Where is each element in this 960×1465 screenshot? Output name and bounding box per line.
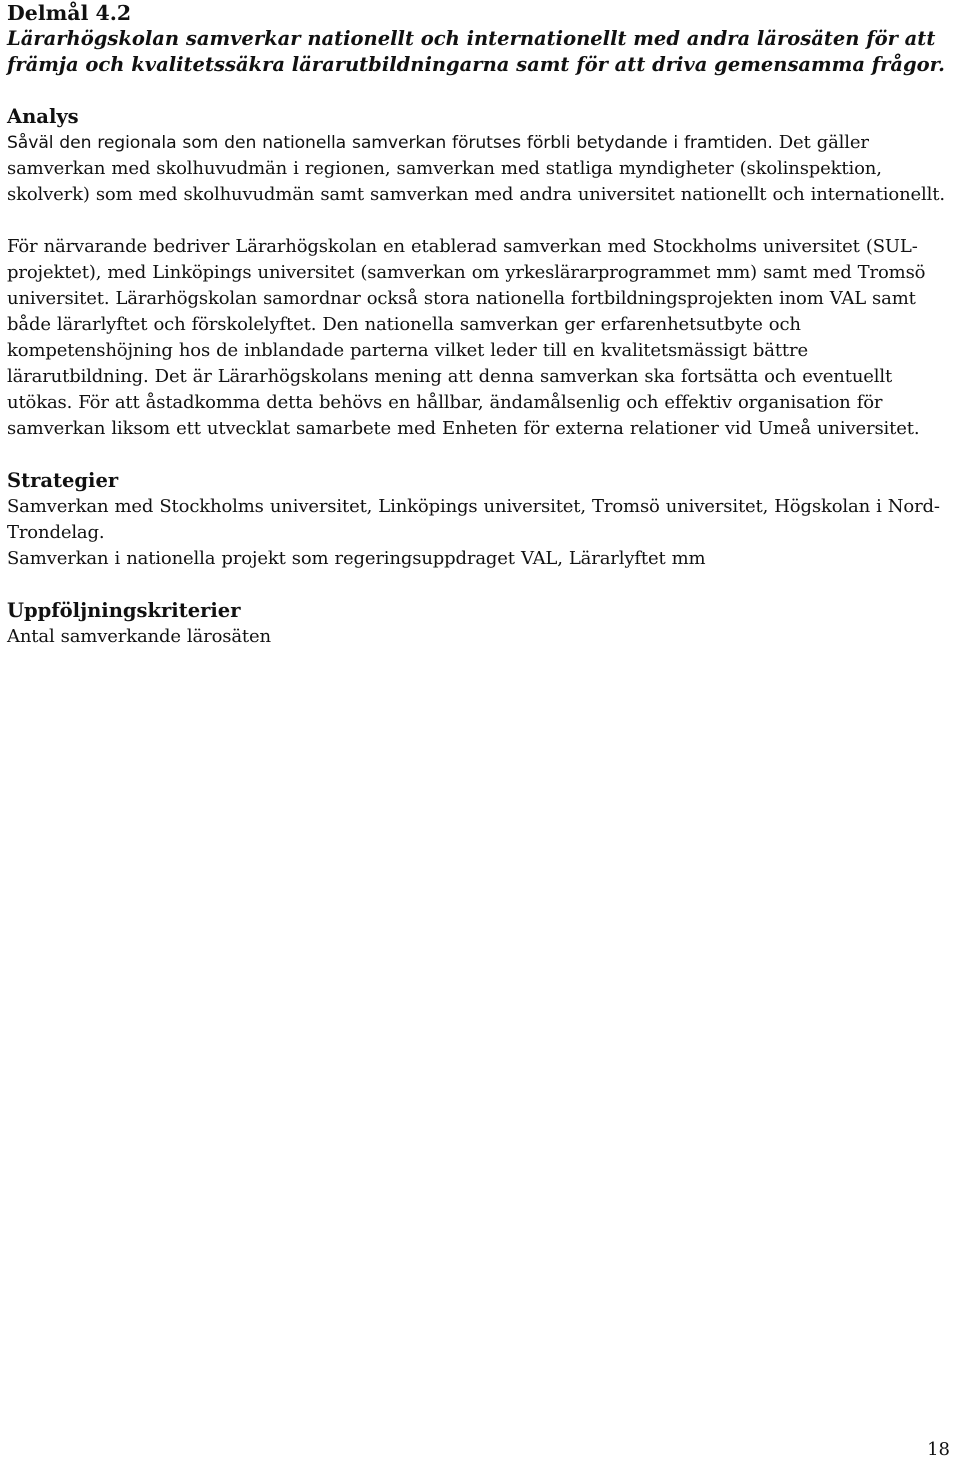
strategier-line-1: Samverkan med Stockholms universitet, Linköpings universitet, Tromsö universitet, Högskolan i Nord-Trondelag. [7,496,940,543]
analys-heading: Analys [7,105,79,128]
spacer [7,78,953,104]
section-goal: Lärarhögskolan samverkar nationellt och internationellt med andra lärosäten för att främja och kvalitetssäkra lärarutbildningarna samt för att driva gemensamma frågor. [7,27,945,76]
document-page [7,0,953,650]
spacer [7,572,953,598]
page-number: 18 [927,1439,950,1460]
uppfoljning-line-1: Antal samverkande lärosäten [7,626,271,647]
spacer [7,208,953,234]
analys-paragraph-1-lead: Såväl den regionala som den nationella samverkan förutses förbli betydande i framtiden. [7,133,773,153]
section-title: Delmål 4.2 [7,1,132,25]
analys-paragraph-1-rest: Det gäller samverkan med skolhuvudmän i regionen, samverkan med statliga myndigheter (skolinspektion, skolverk) som med skolhuvudmän samt samverkan med andra universitet nationellt och internationellt. [7,132,945,205]
uppfoljning-heading: Uppföljningskriterier [7,599,241,622]
strategier-line-2: Samverkan i nationella projekt som regeringsuppdraget VAL, Lärarlyftet mm [7,548,706,569]
spacer [7,442,953,468]
analys-paragraph-1 [7,130,953,208]
strategier-heading: Strategier [7,469,119,492]
analys-paragraph-2: För närvarande bedriver Lärarhögskolan en etablerad samverkan med Stockholms universitet (SUL-projektet), med Linköpings universitet (samverkan om yrkeslärarprogrammet mm) samt med Tromsö universitet. Lärarhögskolan samordnar också stora nationella fortbildningsprojekten inom VAL samt både lärarlyftet och förskolelyftet. Den nationella samverkan ger erfarenhetsutbyte och kompetenshöjning hos de inblandade parterna vilket leder till en kvalitetsmässigt bättre lärarutbildning. Det är Lärarhögskolans mening att denna samverkan ska fortsätta och eventuellt utökas. För att åstadkomma detta behövs en hållbar, ändamålsenlig och effektiv organisation för samverkan liksom ett utvecklat samarbete med Enheten för externa relationer vid Umeå universitet. [7,236,926,439]
